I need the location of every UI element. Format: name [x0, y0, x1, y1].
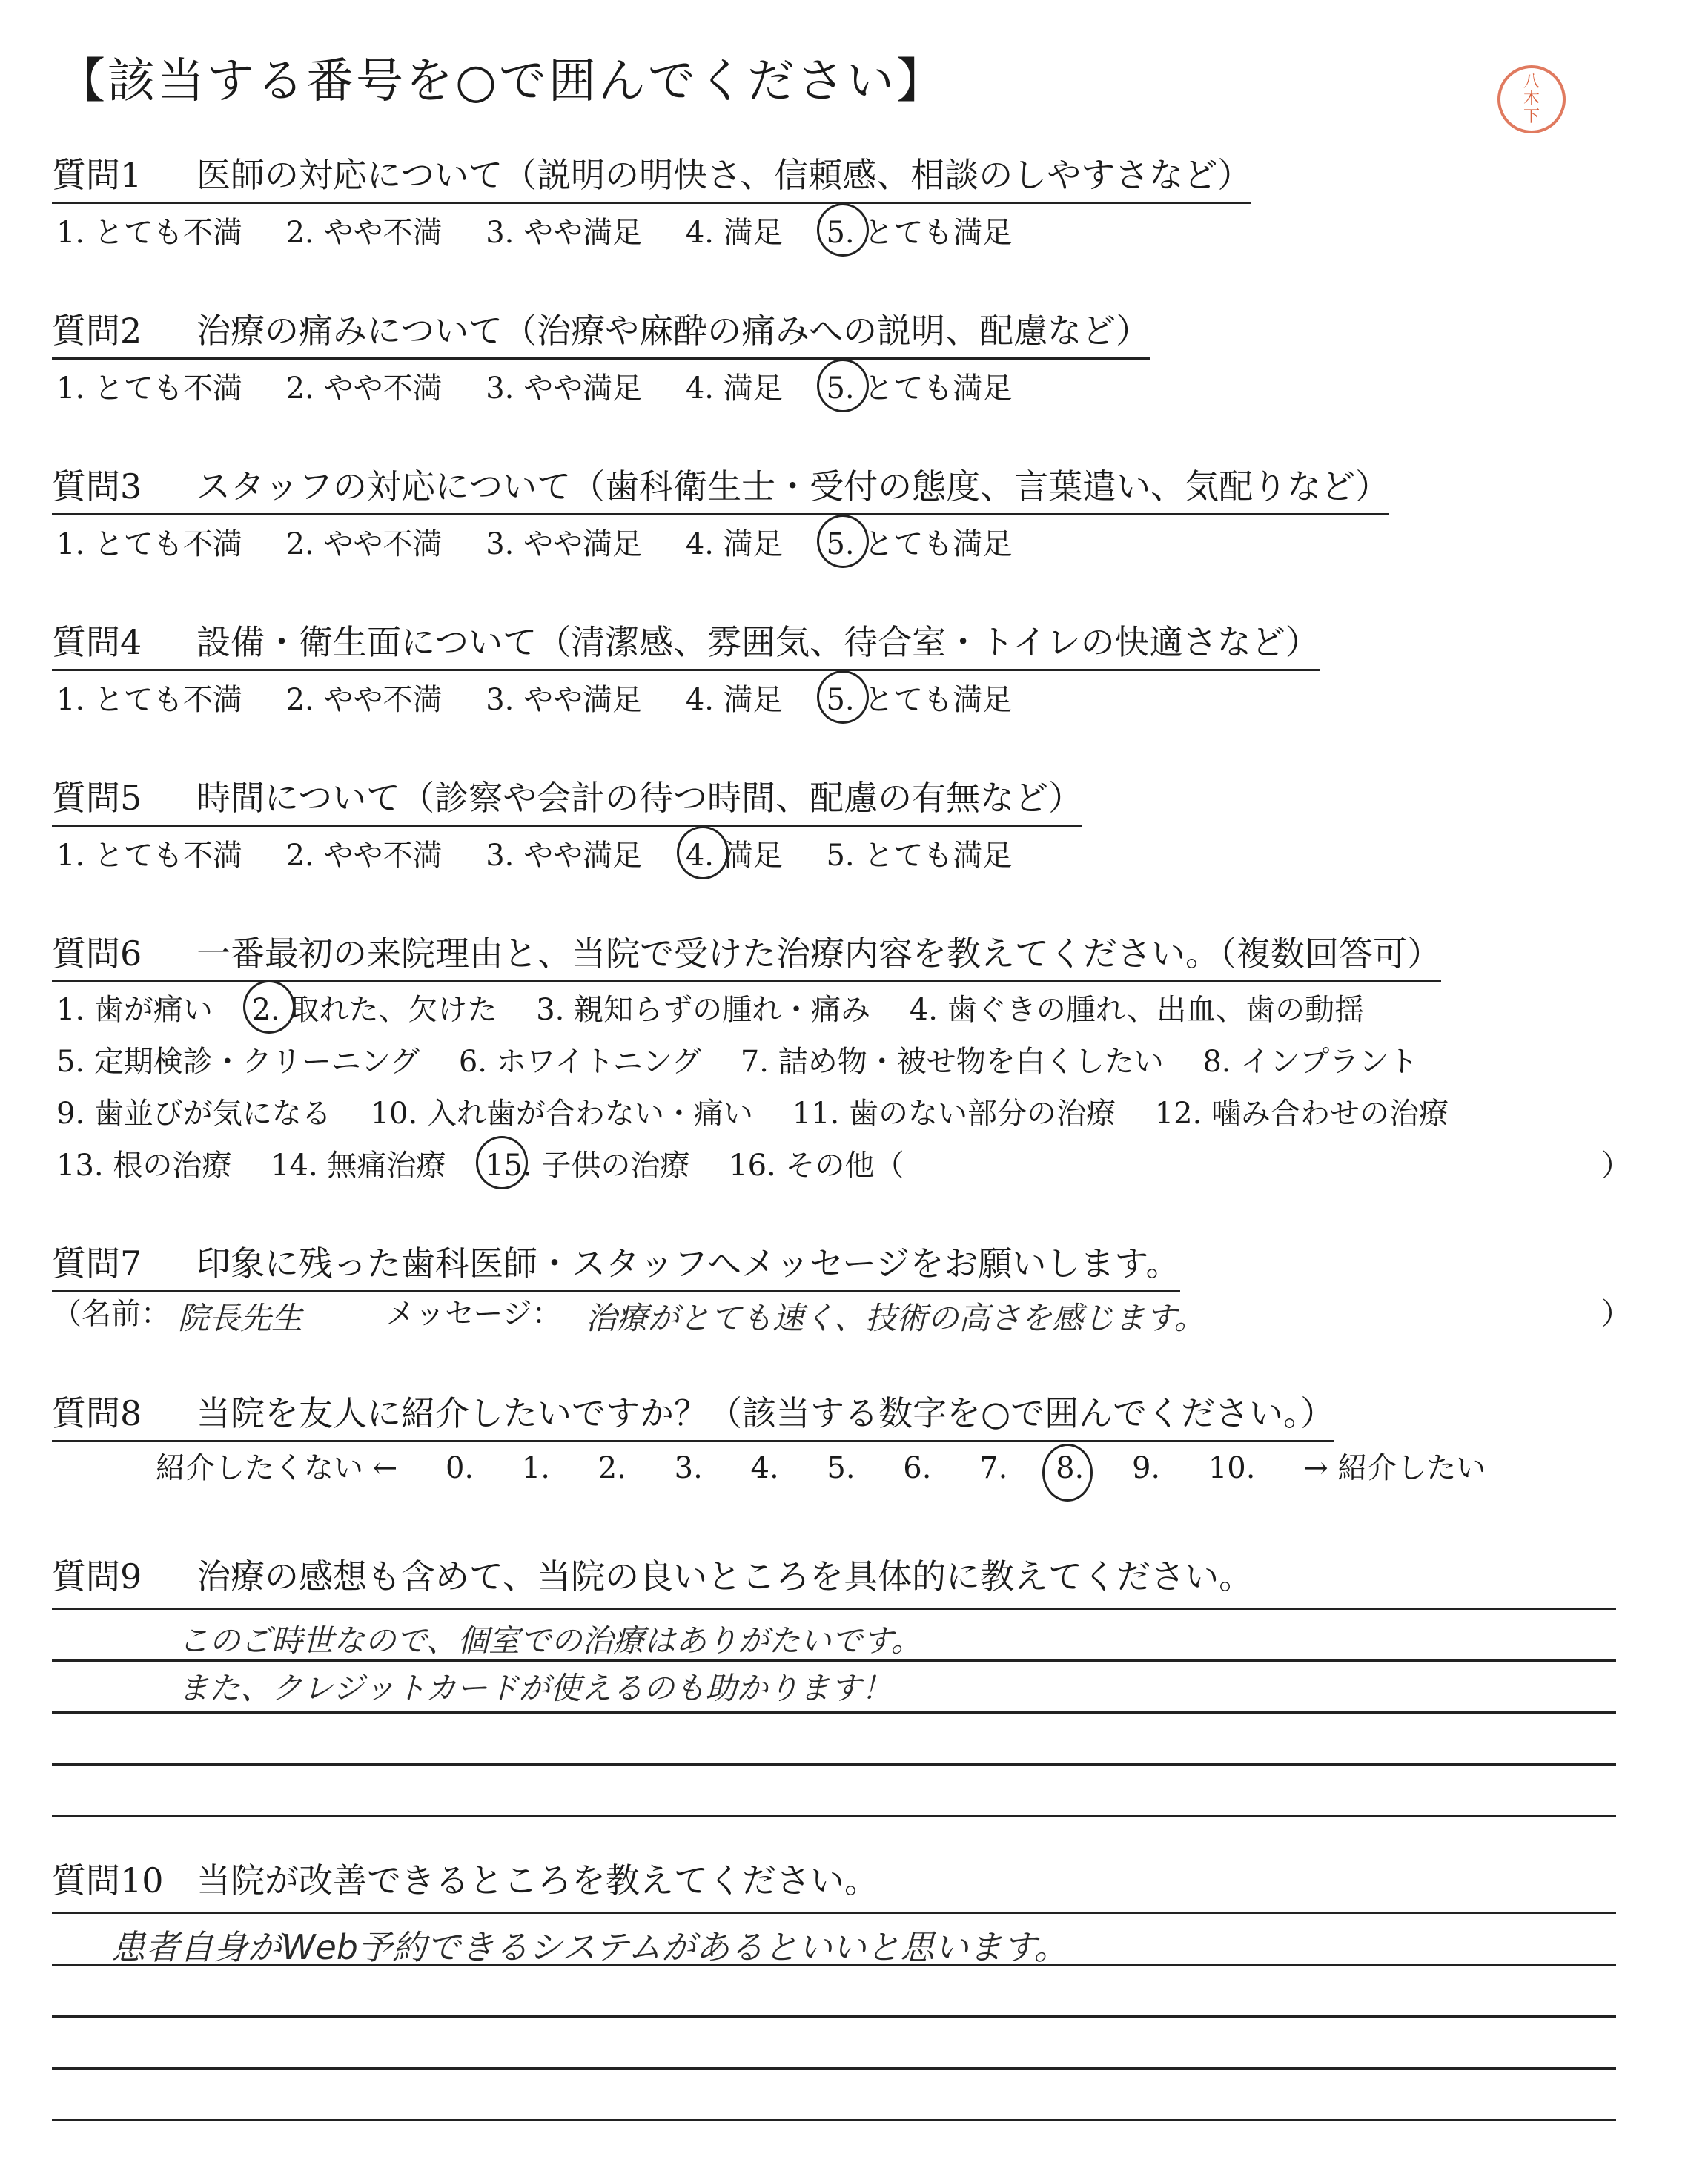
question-9 — [52, 1550, 1253, 1599]
answer-line — [52, 1964, 1616, 1966]
q1-option-4[interactable]: 4. 満足 — [685, 216, 783, 250]
q6-option-2[interactable]: 2. 取れた、欠けた — [252, 986, 497, 1028]
q1-option-1[interactable]: 1. とても不満 — [56, 216, 242, 250]
question-number: 質問7 — [52, 1244, 142, 1284]
question-text: 設備・衛生面について（清潔感、雰囲気、待合室・トイレの快適さなど） — [196, 622, 1320, 662]
question-text: 一番最初の来院理由と、当院で受けた治療内容を教えてください。（複数回答可） — [196, 934, 1441, 974]
q6-option-6[interactable]: 6. ホワイトニング — [458, 1045, 702, 1079]
q4-option-2[interactable]: 2. やや不満 — [285, 683, 443, 717]
q6-option-8[interactable]: 8. インプラント — [1202, 1045, 1419, 1079]
q1-option-3[interactable]: 3. やや満足 — [486, 216, 643, 250]
question-text: 治療の感想も含めて、当院の良いところを具体的に教えてください。 — [196, 1556, 1254, 1596]
q7-name-label: （名前： — [52, 1297, 171, 1331]
q8-left-label: 紹介したくない ← — [156, 1451, 398, 1485]
q6-options-row-2 — [56, 1038, 1448, 1080]
q8-right-label: → 紹介したい — [1303, 1451, 1486, 1485]
q6-option-12[interactable]: 12. 噛み合わせの治療 — [1154, 1097, 1449, 1131]
q7-message-label-wrap — [385, 1290, 562, 1332]
question-7 — [52, 1237, 1180, 1292]
q8-value-0[interactable]: 0. — [445, 1451, 474, 1485]
q5-option-3[interactable]: 3. やや満足 — [486, 839, 643, 873]
q3-option-1[interactable]: 1. とても不満 — [56, 527, 242, 561]
question-10 — [52, 1854, 878, 1903]
q5-option-2[interactable]: 2. やや不満 — [285, 839, 443, 873]
q4-options — [56, 676, 1046, 719]
q6-option-13[interactable]: 13. 根の治療 — [56, 1149, 232, 1183]
page-title: 【該当する番号を○で囲んでください】 — [58, 54, 946, 109]
q8-value-5[interactable]: 5. — [827, 1451, 855, 1485]
q6-option-7[interactable]: 7. 詰め物・被せ物を白くしたい — [740, 1045, 1164, 1079]
q8-value-9[interactable]: 9. — [1131, 1451, 1161, 1485]
q4-option-1[interactable]: 1. とても不満 — [56, 683, 242, 717]
question-text: 時間について（診察や会計の待つ時間、配慮の有無など） — [196, 778, 1083, 818]
q10-answer-line-1[interactable]: 患者自身がWeb予約できるシステムがあるといいと思います。 — [111, 1927, 1068, 1967]
q6-option-4[interactable]: 4. 歯ぐきの腫れ、出血、歯の動揺 — [909, 993, 1365, 1027]
q6-option-15[interactable]: 15. 子供の治療 — [485, 1142, 689, 1184]
q5-option-4[interactable]: 4. 満足 — [686, 832, 783, 874]
question-text: 当院が改善できるところを教えてください。 — [196, 1860, 878, 1900]
q9-answer-line-2[interactable]: また、クレジットカードが使えるのも助かります！ — [178, 1670, 893, 1706]
q7-answer-row — [52, 1290, 171, 1332]
question-4 — [52, 615, 1320, 671]
q6-options-row-4 — [56, 1142, 933, 1184]
q5-option-5[interactable]: 5. とても満足 — [826, 839, 1013, 873]
q5-option-1[interactable]: 1. とても不満 — [56, 839, 242, 873]
question-number: 質問3 — [52, 466, 142, 506]
answer-line — [52, 1608, 1616, 1610]
question-3 — [52, 460, 1389, 515]
q3-option-5[interactable]: 5. とても満足 — [826, 521, 1012, 563]
hanko-stamp: 八 木 下 — [1497, 65, 1566, 133]
question-1 — [52, 148, 1251, 204]
q2-option-3[interactable]: 3. やや満足 — [486, 371, 643, 406]
q3-option-3[interactable]: 3. やや満足 — [486, 527, 643, 561]
q2-options — [56, 365, 1046, 407]
answer-line — [52, 2015, 1616, 2018]
q8-value-1[interactable]: 1. — [521, 1451, 551, 1485]
q1-options — [56, 209, 1046, 251]
q6-option-14[interactable]: 14. 無痛治療 — [271, 1149, 446, 1183]
question-number: 質問10 — [52, 1860, 164, 1900]
q7-name-value[interactable]: 院長先生 — [178, 1300, 303, 1336]
question-5 — [52, 771, 1082, 827]
q8-value-6[interactable]: 6. — [903, 1451, 932, 1485]
question-8 — [52, 1387, 1334, 1442]
q7-message-value[interactable]: 治療がとても速く、技術の高さを感じます。 — [586, 1300, 1205, 1336]
q8-scale — [156, 1444, 1524, 1487]
answer-line — [52, 2119, 1616, 2121]
question-2 — [52, 304, 1150, 360]
q2-option-4[interactable]: 4. 満足 — [685, 371, 783, 406]
answer-line — [52, 1763, 1616, 1766]
q9-answer-line-1[interactable]: このご時世なので、個室での治療はありがたいです。 — [178, 1622, 922, 1659]
q3-option-4[interactable]: 4. 満足 — [685, 527, 783, 561]
question-text: 治療の痛みについて（治療や麻酔の痛みへの説明、配慮など） — [196, 311, 1151, 351]
q6-option-1[interactable]: 1. 歯が痛い — [56, 993, 213, 1027]
q8-value-7[interactable]: 7. — [979, 1451, 1008, 1485]
q2-option-2[interactable]: 2. やや不満 — [285, 371, 443, 406]
q4-option-3[interactable]: 3. やや満足 — [486, 683, 643, 717]
q1-option-5[interactable]: 5. とても満足 — [826, 209, 1012, 251]
answer-line — [52, 1711, 1616, 1714]
q7-message-label: メッセージ： — [385, 1297, 562, 1331]
q2-option-5[interactable]: 5. とても満足 — [826, 365, 1012, 407]
q2-option-1[interactable]: 1. とても不満 — [56, 371, 242, 406]
q7-close-paren: ） — [1601, 1297, 1631, 1331]
q4-option-5[interactable]: 5. とても満足 — [826, 676, 1012, 719]
q8-value-3[interactable]: 3. — [674, 1451, 703, 1485]
q1-option-2[interactable]: 2. やや不満 — [285, 216, 443, 250]
q3-options — [56, 521, 1046, 563]
q6-option-9[interactable]: 9. 歯並びが気になる — [56, 1097, 331, 1131]
q6-options-row-3 — [56, 1090, 1478, 1132]
q6-option-10[interactable]: 10. 入れ歯が合わない・痛い — [370, 1097, 753, 1131]
q6-option-16[interactable]: 16. その他（ — [729, 1149, 904, 1183]
answer-line — [52, 1815, 1616, 1817]
question-number: 質問1 — [52, 155, 142, 195]
question-number: 質問6 — [52, 934, 142, 974]
q5-options — [56, 832, 1046, 874]
q6-option-3[interactable]: 3. 親知らずの腫れ・痛み — [536, 993, 871, 1027]
q8-value-8[interactable]: 8. — [1056, 1451, 1085, 1485]
question-text: 当院を友人に紹介したいですか？（該当する数字を○で囲んでください。） — [196, 1393, 1335, 1433]
question-text: 医師の対応について（説明の明快さ、信頼感、相談のしやすさなど） — [196, 155, 1252, 195]
question-text: スタッフの対応について（歯科衛生士・受付の態度、言葉遣い、気配りなど） — [196, 466, 1390, 506]
answer-line — [52, 1659, 1616, 1662]
q8-value-10[interactable]: 10. — [1208, 1451, 1256, 1485]
question-number: 質問9 — [52, 1556, 142, 1596]
q6-option-11[interactable]: 11. 歯のない部分の治療 — [792, 1097, 1116, 1131]
question-number: 質問5 — [52, 778, 142, 818]
question-number: 質問2 — [52, 311, 142, 351]
answer-line — [52, 1912, 1616, 1914]
answer-line — [52, 2067, 1616, 2070]
q8-value-2[interactable]: 2. — [598, 1451, 626, 1485]
q6-close-paren: ） — [1601, 1149, 1631, 1183]
question-6 — [52, 927, 1441, 982]
q6-option-5[interactable]: 5. 定期検診・クリーニング — [56, 1045, 420, 1079]
q6-options-row-1 — [56, 986, 1394, 1028]
question-number: 質問8 — [52, 1393, 142, 1433]
question-text: 印象に残った歯科医師・スタッフへメッセージをお願いします。 — [196, 1244, 1180, 1284]
q8-value-4[interactable]: 4. — [750, 1451, 779, 1485]
q4-option-4[interactable]: 4. 満足 — [685, 683, 783, 717]
question-number: 質問4 — [52, 622, 142, 662]
q3-option-2[interactable]: 2. やや不満 — [285, 527, 443, 561]
